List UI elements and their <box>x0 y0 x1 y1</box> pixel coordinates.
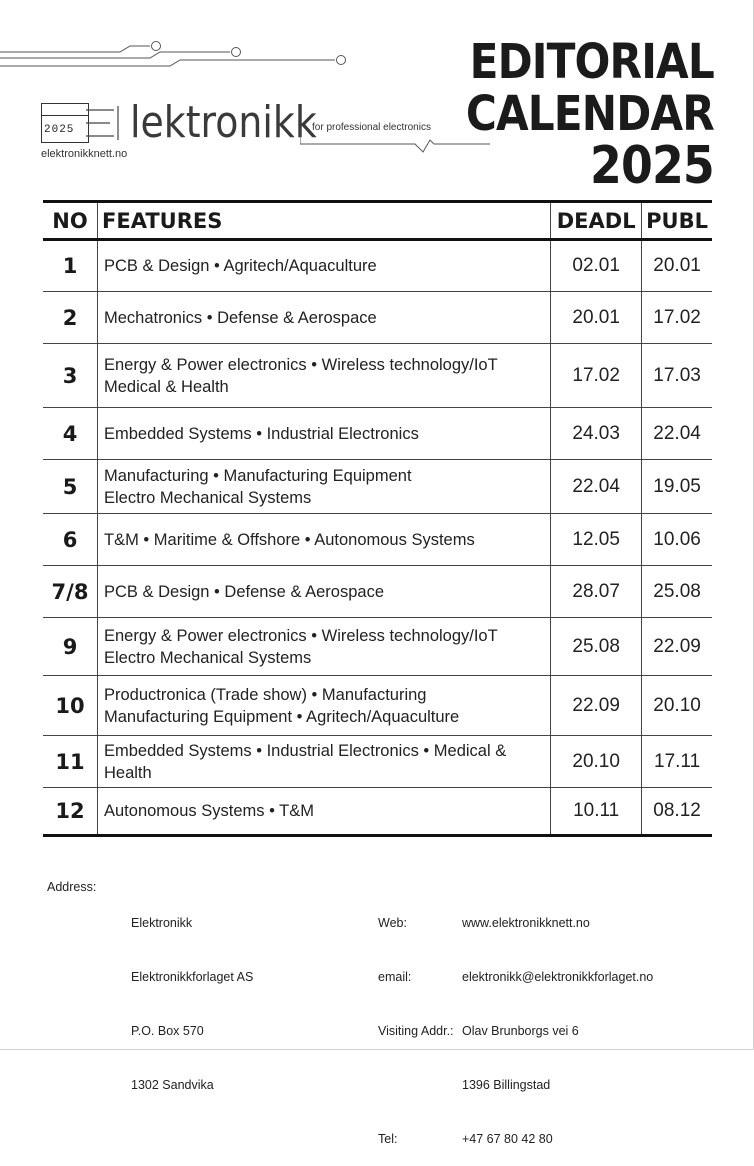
logo-url: elektronikknett.no <box>41 148 128 160</box>
issue-features <box>98 736 551 788</box>
feature-line: Manufacturing • Manufacturing Equipment <box>104 466 412 485</box>
feature-line: Embedded Systems • Industrial Electronics <box>104 424 419 443</box>
deadline-date: 20.01 <box>551 292 642 344</box>
issue-number: 3 <box>43 344 98 408</box>
publish-date: 20.10 <box>642 676 712 736</box>
header-deadline: DEADL <box>551 202 642 240</box>
publish-date: 25.08 <box>642 566 712 618</box>
address-line: Elektronikk <box>131 916 193 930</box>
issue-number: 4 <box>43 408 98 460</box>
issue-number: 11 <box>43 736 98 788</box>
feature-line: Energy & Power electronics • Wireless technology/IoT <box>104 626 498 645</box>
feature-line: Embedded Systems • Industrial Electronics • Medical & <box>104 741 507 760</box>
feature-line: Mechatronics • Defense & Aerospace <box>104 308 377 327</box>
tel-value: +47 67 80 42 80 <box>462 1132 553 1146</box>
publish-date: 22.04 <box>642 408 712 460</box>
publish-date: 17.11 <box>642 736 712 788</box>
deadline-date: 20.10 <box>551 736 642 788</box>
issue-number: 12 <box>43 788 98 836</box>
issue-number: 10 <box>43 676 98 736</box>
table-row <box>43 514 712 566</box>
issue-features <box>98 292 551 344</box>
issue-features <box>98 788 551 836</box>
tel-label: Tel: <box>378 1132 398 1146</box>
issue-number: 9 <box>43 618 98 676</box>
feature-line: Electro Mechanical Systems <box>104 488 312 507</box>
table-row <box>43 618 712 676</box>
deadline-date: 22.04 <box>551 460 642 514</box>
logo-tagline: for professional electronics <box>312 122 431 133</box>
feature-line: Productronica (Trade show) • Manufacturing <box>104 685 427 704</box>
table-row <box>43 240 712 292</box>
feature-line: Electro Mechanical Systems <box>104 648 312 667</box>
logo-e-mark <box>86 104 126 142</box>
feature-line: Energy & Power electronics • Wireless technology/IoT <box>104 355 498 374</box>
editorial-calendar-table <box>43 200 712 837</box>
feature-line: Medical & Health <box>104 377 229 396</box>
feature-line: T&M • Maritime & Offshore • Autonomous Systems <box>104 530 475 549</box>
page-title <box>432 34 714 196</box>
feature-line: Health <box>104 763 152 782</box>
deadline-date: 25.08 <box>551 618 642 676</box>
issue-features <box>98 240 551 292</box>
table-row <box>43 676 712 736</box>
address-line: 1302 Sandvika <box>131 1078 214 1092</box>
contact-labels <box>378 878 454 1166</box>
issue-number: 5 <box>43 460 98 514</box>
table-row <box>43 788 712 836</box>
table-row <box>43 408 712 460</box>
issue-features <box>98 676 551 736</box>
issue-features <box>98 460 551 514</box>
issue-features <box>98 618 551 676</box>
issue-features <box>98 408 551 460</box>
issue-features <box>98 514 551 566</box>
issue-number: 6 <box>43 514 98 566</box>
title-line-2: CALENDAR <box>465 86 714 142</box>
email-link[interactable]: elektronikk@elektronikkforlaget.no <box>462 970 654 984</box>
address-block <box>131 878 253 1112</box>
web-link[interactable]: www.elektronikknett.no <box>462 916 590 930</box>
deadline-date: 24.03 <box>551 408 642 460</box>
deadline-date: 10.11 <box>551 788 642 836</box>
feature-line: PCB & Design • Agritech/Aquaculture <box>104 257 377 275</box>
address-line: P.O. Box 570 <box>131 1024 204 1038</box>
publish-date: 08.12 <box>642 788 712 836</box>
header-no: NO <box>43 202 98 240</box>
publish-date: 19.05 <box>642 460 712 514</box>
publish-date: 17.02 <box>642 292 712 344</box>
visit-line: Olav Brunborgs vei 6 <box>462 1024 579 1038</box>
publish-date: 22.09 <box>642 618 712 676</box>
logo-wordmark: lektronikk <box>130 97 317 148</box>
circuit-trace-decoration <box>0 40 360 80</box>
deadline-date: 12.05 <box>551 514 642 566</box>
table-header-row <box>43 202 712 240</box>
issue-number: 2 <box>43 292 98 344</box>
deadline-date: 17.02 <box>551 344 642 408</box>
issue-number: 7/8 <box>43 566 98 618</box>
title-line-1: EDITORIAL <box>469 34 714 90</box>
issue-features <box>98 566 551 618</box>
title-line-3: 2025 <box>590 136 714 196</box>
deadline-date: 28.07 <box>551 566 642 618</box>
feature-line: PCB & Design • Defense & Aerospace <box>104 582 385 601</box>
publish-date: 17.03 <box>642 344 712 408</box>
issue-number: 1 <box>43 240 98 292</box>
logo-year: 2025 <box>44 124 75 136</box>
deadline-date: 22.09 <box>551 676 642 736</box>
table-row <box>43 292 712 344</box>
feature-line: Manufacturing Equipment • Agritech/Aquaculture <box>104 707 460 726</box>
address-line: Elektronikkforlaget AS <box>131 970 254 984</box>
feature-line: Autonomous Systems • T&M <box>104 802 314 820</box>
contact-values <box>462 878 653 1166</box>
address-label: Address: <box>47 880 97 894</box>
deadline-date: 02.01 <box>551 240 642 292</box>
table-row <box>43 736 712 788</box>
email-label: email: <box>378 970 412 984</box>
visit-line: 1396 Billingstad <box>462 1078 551 1092</box>
web-label: Web: <box>378 916 407 930</box>
publish-date: 20.01 <box>642 240 712 292</box>
issue-features <box>98 344 551 408</box>
logo-year-box <box>41 103 89 143</box>
header-publish: PUBL <box>642 202 712 240</box>
visit-label: Visiting Addr.: <box>378 1024 454 1038</box>
table-row <box>43 344 712 408</box>
table-row <box>43 460 712 514</box>
table-row <box>43 566 712 618</box>
publish-date: 10.06 <box>642 514 712 566</box>
header-features: FEATURES <box>98 202 551 240</box>
